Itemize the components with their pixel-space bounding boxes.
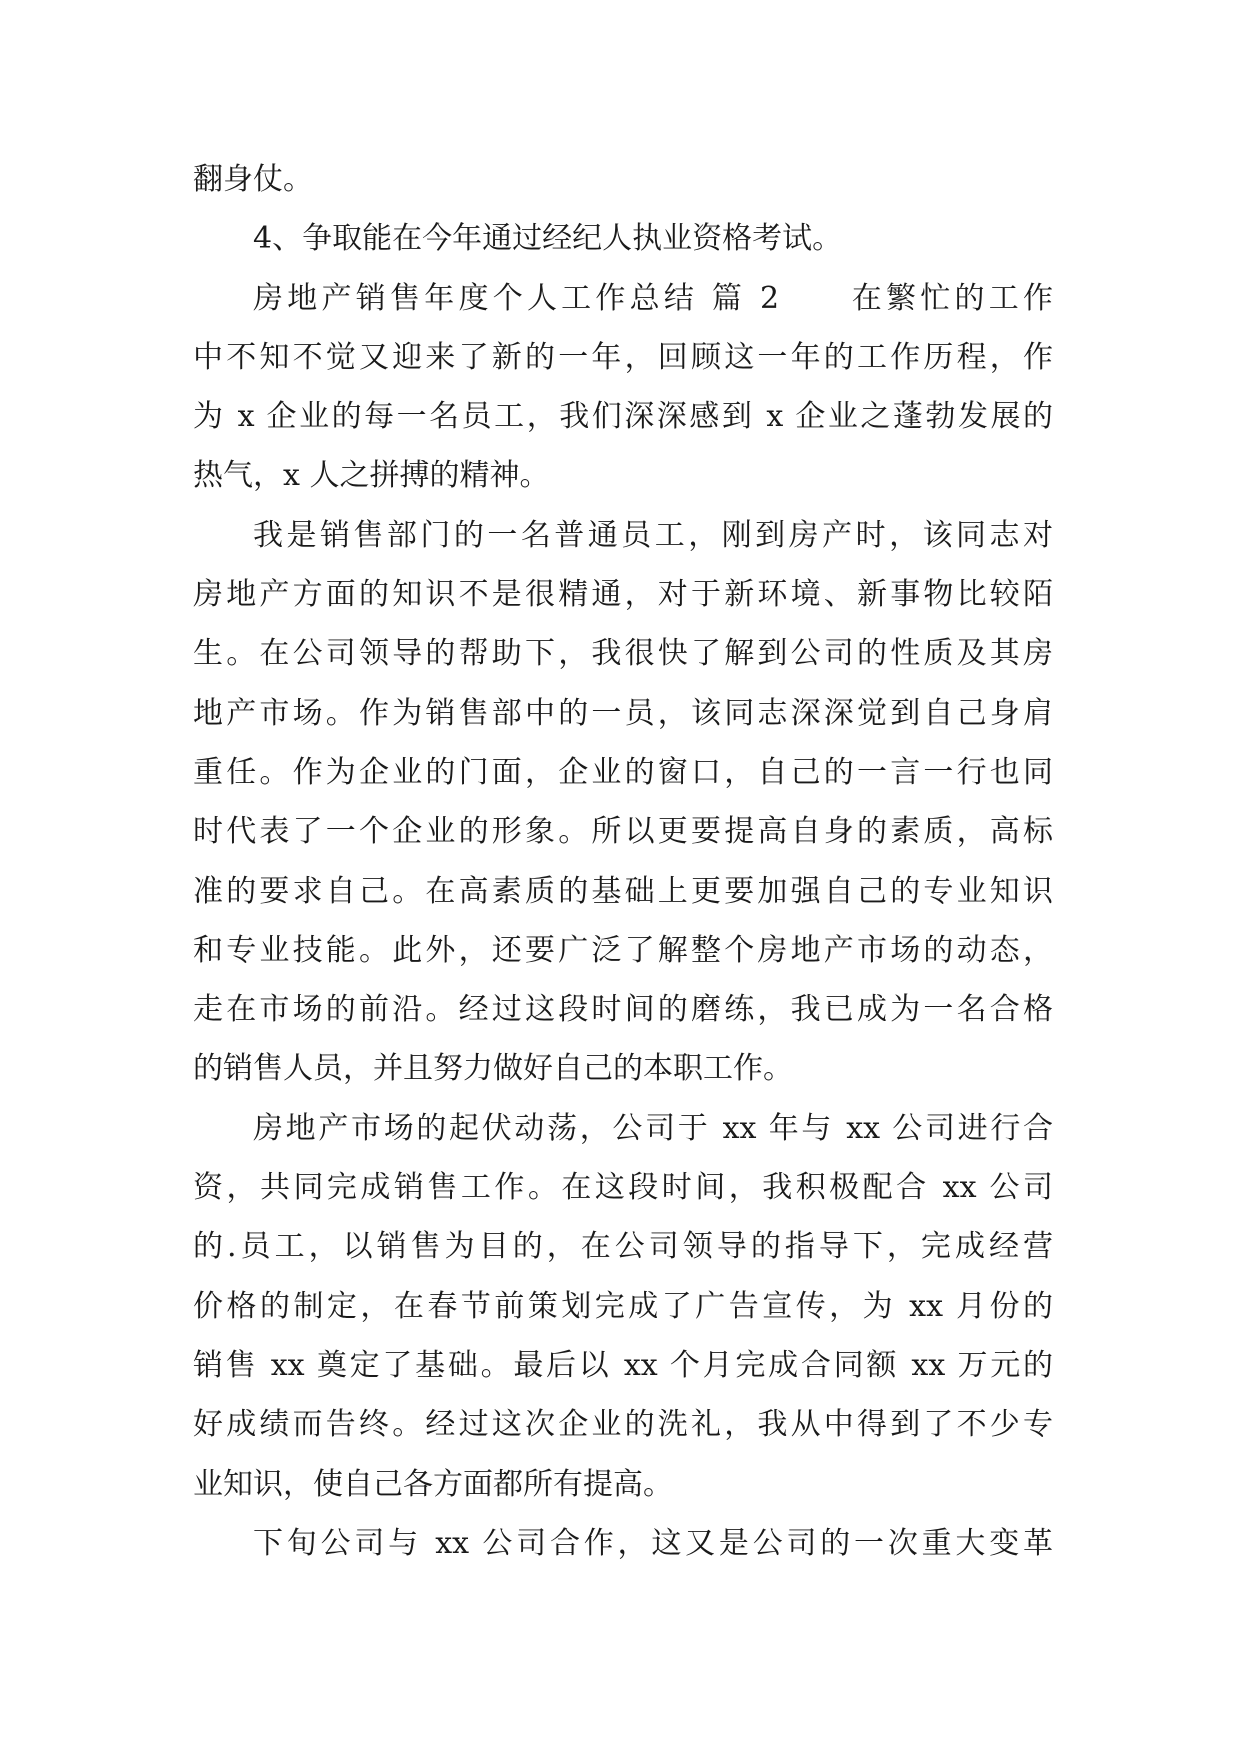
text-line: 价格的制定，在春节前策划完成了广告宣传，为 xx 月份的 <box>193 1288 1053 1324</box>
text-line: 和专业技能。此外，还要广泛了解整个房地产市场的动态， <box>193 932 1053 968</box>
text-line: 的.员工，以销售为目的，在公司领导的指导下，完成经营 <box>193 1229 1053 1265</box>
text-line: 销售 xx 奠定了基础。最后以 xx 个月完成合同额 xx 万元的 <box>193 1347 1053 1383</box>
text-line: 好成绩而告终。经过这次企业的洗礼，我从中得到了不少专 <box>193 1407 1053 1443</box>
text-line: 生。在公司领导的帮助下，我很快了解到公司的性质及其房 <box>193 636 1053 672</box>
text-line: 业知识，使自己各方面都所有提高。 <box>193 1466 673 1502</box>
text-line: 走在市场的前沿。经过这段时间的磨练，我已成为一名合格 <box>193 992 1053 1028</box>
text-line: 的销售人员，并且努力做好自己的本职工作。 <box>193 1051 793 1087</box>
text-line: 热气，x 人之拼搏的精神。 <box>193 458 550 494</box>
text-line: 下旬公司与 xx 公司合作，这又是公司的一次重大变革 <box>253 1525 1053 1561</box>
text-line: 4、争取能在今年通过经纪人执业资格考试。 <box>253 221 843 257</box>
text-line: 我是销售部门的一名普通员工，刚到房产时，该同志对 <box>253 517 1053 553</box>
text-line: 时代表了一个企业的形象。所以更要提高自身的素质，高标 <box>193 814 1053 850</box>
text-line: 资，共同完成销售工作。在这段时间，我积极配合 xx 公司 <box>193 1170 1053 1206</box>
text-line: 准的要求自己。在高素质的基础上更要加强自己的专业知识 <box>193 873 1053 909</box>
text-line: 翻身仗。 <box>193 162 313 197</box>
text-line: 房地产市场的起伏动荡，公司于 xx 年与 xx 公司进行合 <box>253 1110 1053 1146</box>
text-line: 中不知不觉又迎来了新的一年，回顾这一年的工作历程，作 <box>193 339 1053 375</box>
text-line: 房地产方面的知识不是很精通，对于新环境、新事物比较陌 <box>193 577 1053 613</box>
text-line: 房地产销售年度个人工作总结 篇 2 在繁忙的工作 <box>253 280 1053 316</box>
text-line: 为 x 企业的每一名员工，我们深深感到 x 企业之蓬勃发展的 <box>193 399 1053 435</box>
document-body <box>193 150 1053 1573</box>
text-line: 重任。作为企业的门面，企业的窗口，自己的一言一行也同 <box>193 754 1053 790</box>
text-line: 地产市场。作为销售部中的一员，该同志深深觉到自己身肩 <box>193 695 1053 731</box>
